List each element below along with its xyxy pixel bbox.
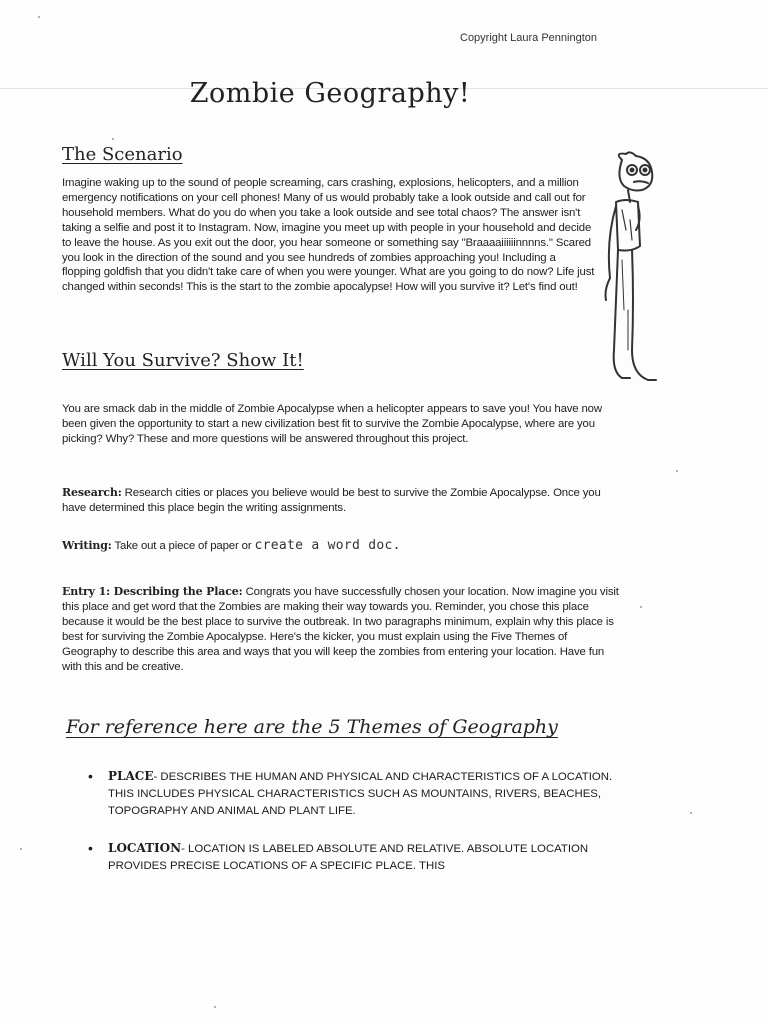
entry1-paragraph	[62, 585, 622, 674]
bullet-icon: •	[88, 768, 93, 784]
handwritten-note: create a word doc.	[254, 538, 401, 553]
themes-list	[84, 768, 624, 895]
scenario-heading: The Scenario	[62, 144, 183, 165]
entry1-text: Congrats you have successfully chosen your location. Now imagine you visit this place and get word that the Zombies are making their way towards you. Reminder, you chose this place because it would be the best place to survive the outbreak. In two paragraphs minimum, explain why this place is best for surviving the Zombie Apocalypse. Here's the kicker, you must explain using the Five Themes of Geography to describe this area and ways that you will keep the zombies from entering your location. Have fun with this and be creative.	[62, 586, 619, 673]
theme-name: PLACE	[108, 769, 154, 783]
bullet-icon: •	[88, 840, 93, 856]
scan-speck	[676, 470, 678, 472]
reference-heading: For reference here are the 5 Themes of Geography	[66, 716, 558, 738]
list-item	[84, 768, 624, 820]
scan-speck	[20, 848, 22, 850]
scan-speck	[112, 138, 114, 140]
entry1-label: Entry 1: Describing the Place:	[62, 585, 243, 598]
survive-paragraph: You are smack dab in the middle of Zombie Apocalypse when a helicopter appears to save you! You have now been given the opportunity to start a new civilization best fit to survive the Zombie Apocalypse, where are you picking? Why? These and more questions will be answered throughout this project.	[62, 403, 602, 445]
scan-speck	[38, 16, 40, 18]
scan-speck	[214, 1006, 216, 1008]
research-text: Research cities or places you believe would be best to survive the Zombie Apocalypse. Once you have determined this place begin the writing assignments.	[62, 487, 601, 514]
scan-speck	[690, 812, 692, 814]
theme-description: - LOCATION IS LABELED ABSOLUTE AND RELATIVE. ABSOLUTE LOCATION PROVIDES PRECISE LOCATIONS OF A SPECIFIC PLACE. THIS	[108, 843, 589, 872]
copyright-notice: Copyright Laura Pennington	[460, 32, 597, 44]
writing-label: Writing:	[62, 539, 112, 552]
research-label: Research:	[62, 486, 122, 499]
list-item	[84, 840, 624, 875]
theme-name: LOCATION	[108, 841, 182, 855]
research-paragraph	[62, 486, 622, 516]
scan-speck	[640, 606, 642, 608]
theme-description: - DESCRIBES THE HUMAN AND PHYSICAL AND CHARACTERISTICS OF A LOCATION. THIS INCLUDES PHYSICAL CHARACTERISTICS SUCH AS MOUNTAINS, RIVERS, BEACHES, TOPOGRAPHY AND ANIMAL AND PLANT LIFE.	[108, 771, 613, 817]
writing-paragraph	[62, 539, 622, 554]
writing-text: Take out a piece of paper or	[111, 540, 255, 552]
scenario-paragraph: Imagine waking up to the sound of people screaming, cars crashing, explosions, helicopters, and a million emergency notifications on your cell phones! Many of us would probably take a look outside and call out for household members. What do you do when you take a look outside and see total chaos? The answer isn't taking a selfie and post it to Instagram. Now, imagine you meet up with people in your household and decide to leave the house. As you exit out the door, you hear someone or something say "Braaaaiiiiiinnnns." Scared you look in the direction of the sound and you see hundreds of zombies approaching you! Including a flopping goldfish that you didn't take care of when you were younger. What are you going to do now? Life just changed within seconds! This is the start to the zombie apocalypse! How will you survive it? Let's find out!	[62, 177, 595, 294]
survive-heading: Will You Survive? Show It!	[62, 350, 304, 371]
zombie-illustration	[592, 150, 664, 388]
page-title: Zombie Geography!	[189, 78, 471, 109]
